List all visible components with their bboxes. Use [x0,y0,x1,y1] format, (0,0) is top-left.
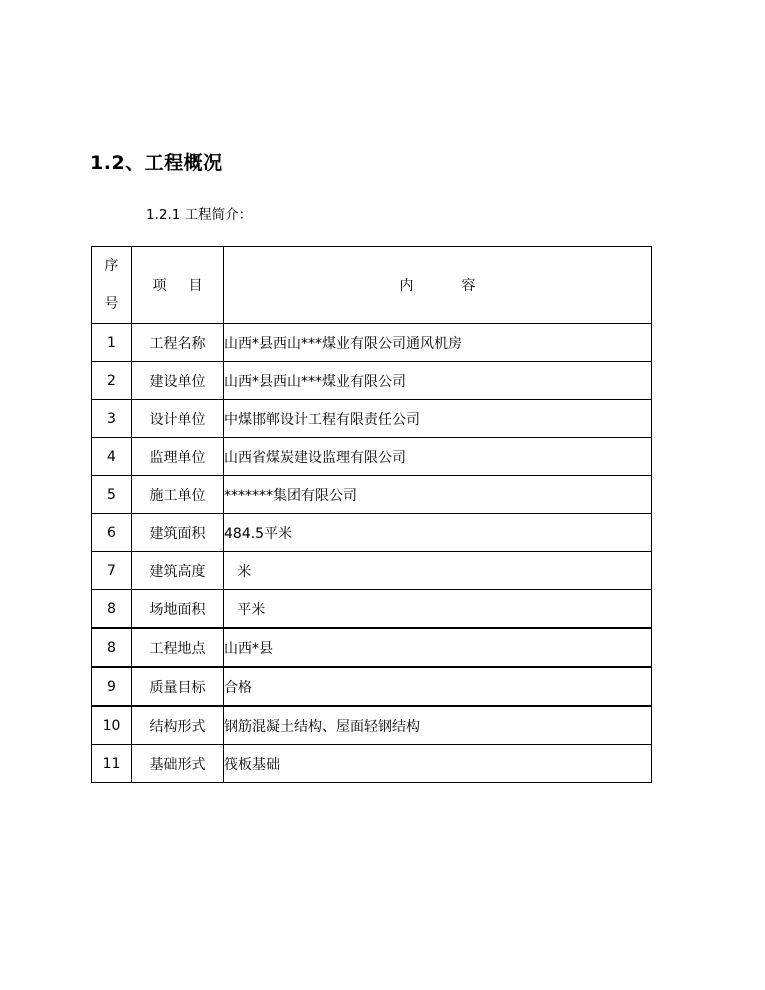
row-content: 山西*县 [224,628,652,667]
row-number: 1 [92,324,132,362]
header-serial-number [92,247,132,324]
row-item: 建筑面积 [132,514,224,552]
row-content: 山西*县西山***煤业有限公司 [224,362,652,400]
row-item: 质量目标 [132,667,224,706]
table-row [92,362,652,400]
row-content: 484.5平米 [224,514,652,552]
row-content: 筏板基础 [224,745,652,783]
table-row [92,514,652,552]
row-item: 监理单位 [132,438,224,476]
row-item: 建设单位 [132,362,224,400]
row-number: 3 [92,400,132,438]
table-row [92,745,652,783]
row-number: 6 [92,514,132,552]
table-row [92,476,652,514]
row-number: 9 [92,667,132,706]
row-item: 工程名称 [132,324,224,362]
table-row [92,552,652,590]
table-row [92,628,652,667]
header-content-part1: 内 [399,278,414,294]
table-row [92,590,652,629]
project-overview-table [91,246,652,783]
table-row [92,438,652,476]
row-content: 合格 [224,667,652,706]
row-number: 4 [92,438,132,476]
row-item: 工程地点 [132,628,224,667]
row-number: 2 [92,362,132,400]
table-header-row [92,247,652,324]
table-row [92,324,652,362]
row-item: 场地面积 [132,590,224,629]
header-content-part2: 容 [461,278,476,294]
header-item-part1: 项 [152,278,167,294]
row-item: 施工单位 [132,476,224,514]
row-number: 5 [92,476,132,514]
row-content: 中煤邯郸设计工程有限责任公司 [224,400,652,438]
header-item [132,247,224,324]
table-row [92,706,652,745]
row-number: 10 [92,706,132,745]
row-number: 8 [92,590,132,629]
header-serial-line1: 序 [104,258,119,274]
row-item: 结构形式 [132,706,224,745]
row-content: 山西*县西山***煤业有限公司通风机房 [224,324,652,362]
row-item: 建筑高度 [132,552,224,590]
row-number: 7 [92,552,132,590]
row-content: *******集团有限公司 [224,476,652,514]
section-title: 1.2、工程概况 [90,152,223,174]
row-item: 设计单位 [132,400,224,438]
table-row [92,400,652,438]
row-number: 8 [92,628,132,667]
row-content: 钢筋混凝土结构、屋面轻钢结构 [224,706,652,745]
row-item: 基础形式 [132,745,224,783]
row-content: 平米 [224,590,652,629]
subsection-title: 1.2.1 工程简介： [146,207,253,223]
row-content: 米 [224,552,652,590]
row-number: 11 [92,745,132,783]
header-serial-line2: 号 [104,296,119,312]
header-item-part2: 目 [188,278,203,294]
row-content: 山西省煤炭建设监理有限公司 [224,438,652,476]
table-row [92,667,652,706]
header-content [224,247,652,324]
